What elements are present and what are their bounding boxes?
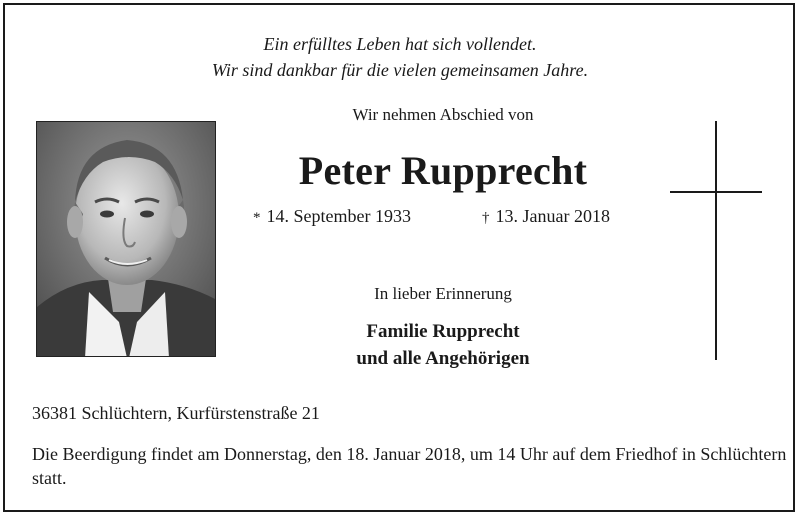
family-line-1: Familie Rupprecht: [366, 321, 520, 342]
address: 36381 Schlüchtern, Kurfürstenstraße 21: [32, 403, 320, 423]
motto-line-1: Ein erfülltes Leben hat sich vollendet.: [263, 34, 537, 54]
intro-text: Wir nehmen Abschied von: [352, 105, 534, 124]
death-symbol: †: [482, 210, 490, 226]
memory-line: In lieber Erinnerung: [374, 284, 512, 303]
family-line-2: und alle Angehörigen: [356, 348, 530, 369]
birth-date: 14. September 1933: [266, 206, 411, 226]
birth-date-line: [253, 204, 411, 230]
death-date-line: [482, 204, 610, 230]
motto-line-2: Wir sind dankbar für die vielen gemeinsamen Jahre.: [211, 60, 589, 80]
deceased-name: Peter Rupprecht: [298, 148, 588, 193]
funeral-notice: Die Beerdigung findet am Donnerstag, den 18. Januar 2018, um 14 Uhr auf dem Friedhof in Schlüchtern statt.: [32, 444, 787, 488]
birth-symbol: *: [253, 210, 261, 226]
death-date: 13. Januar 2018: [495, 206, 610, 226]
